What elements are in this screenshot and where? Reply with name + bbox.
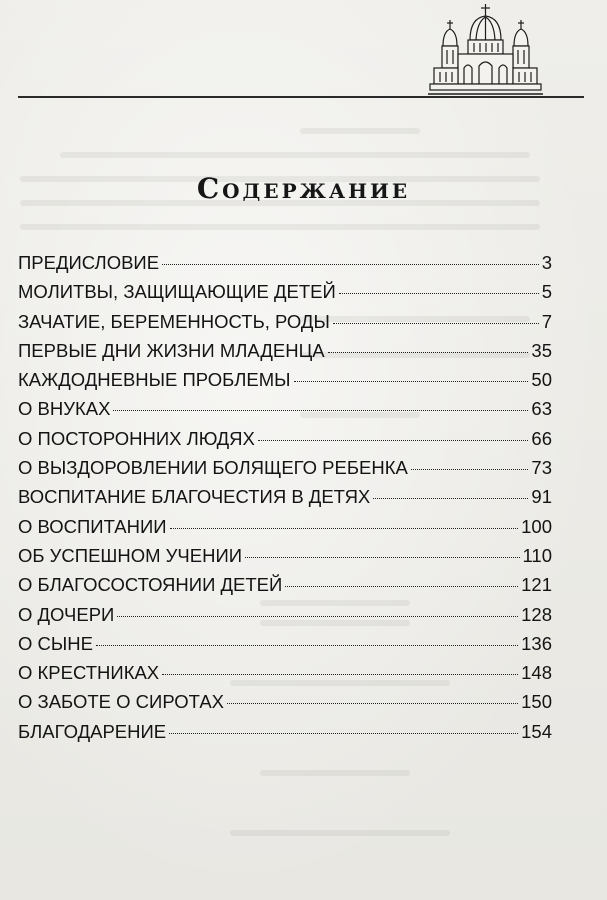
toc-entry-page: 136 (521, 632, 552, 654)
toc-entry-page: 7 (541, 310, 552, 332)
toc-entry[interactable] (18, 486, 552, 515)
toc-entry[interactable] (18, 398, 552, 427)
toc-entry-page: 148 (521, 662, 552, 684)
page-title: Содержание (196, 172, 411, 205)
dot-leader (162, 674, 518, 675)
toc-entry[interactable] (18, 428, 552, 457)
toc-entry-page: 63 (531, 398, 552, 420)
dot-leader (96, 645, 518, 646)
dot-leader (169, 733, 518, 734)
toc-entry-title: ПРЕДИСЛОВИЕ (18, 252, 160, 273)
toc-entry-title: О ПОСТОРОННИХ ЛЮДЯХ (18, 427, 255, 449)
toc-entry[interactable] (18, 369, 552, 398)
toc-entry[interactable] (18, 281, 552, 310)
toc-entry[interactable] (18, 340, 552, 369)
toc-entry[interactable] (18, 721, 552, 750)
toc-entry-page: 5 (541, 281, 552, 303)
toc-entry-title: КАЖДОДНЕВНЫЕ ПРОБЛЕМЫ (18, 369, 291, 391)
church-icon (428, 2, 543, 96)
toc-entry-page: 35 (531, 339, 552, 361)
dot-leader (333, 323, 539, 324)
toc-entry[interactable] (18, 662, 552, 691)
toc-entry-title: О ЗАБОТЕ О СИРОТАХ (18, 691, 225, 713)
toc-entry[interactable] (18, 457, 552, 486)
toc-entry-page: 128 (521, 603, 552, 625)
toc-entry-title: О ВНУКАХ (18, 398, 111, 420)
toc-entry-page: 73 (531, 457, 552, 479)
dot-leader (285, 586, 518, 587)
dot-leader (328, 352, 529, 353)
toc-entry-page: 121 (521, 574, 552, 596)
table-of-contents (18, 252, 552, 750)
toc-entry[interactable] (18, 604, 552, 633)
toc-entry[interactable] (18, 574, 552, 603)
header-rule (18, 96, 584, 98)
toc-entry-page: 110 (522, 544, 552, 566)
dot-leader (117, 616, 518, 617)
dot-leader (113, 410, 528, 411)
toc-entry[interactable] (18, 633, 552, 662)
dot-leader (227, 703, 518, 704)
toc-entry-page: 66 (531, 427, 552, 449)
toc-entry-title: О ДОЧЕРИ (18, 603, 115, 625)
toc-entry-title: О СЫНЕ (18, 632, 93, 654)
dot-leader (162, 264, 539, 265)
toc-entry-page: 100 (521, 515, 552, 537)
dot-leader (170, 528, 519, 529)
dot-leader (294, 381, 529, 382)
toc-entry-page: 150 (521, 691, 552, 713)
toc-entry-title: О КРЕСТНИКАХ (18, 662, 160, 684)
toc-entry[interactable] (18, 516, 552, 545)
toc-entry-title: ПЕРВЫЕ ДНИ ЖИЗНИ МЛАДЕНЦА (18, 339, 325, 361)
dot-leader (258, 440, 529, 441)
toc-entry-page: 154 (521, 720, 552, 742)
toc-entry-title: О ВЫЗДОРОВЛЕНИИ БОЛЯЩЕГО РЕБЕНКА (18, 457, 408, 479)
toc-entry-title: О БЛАГОСОСТОЯНИИ ДЕТЕЙ (18, 574, 283, 596)
toc-entry-title: ЗАЧАТИЕ, БЕРЕМЕННОСТЬ, РОДЫ (18, 310, 330, 332)
toc-entry-page: 3 (541, 252, 552, 273)
toc-entry-title: ВОСПИТАНИЕ БЛАГОЧЕСТИЯ В ДЕТЯХ (18, 486, 371, 508)
toc-entry-title: ОБ УСПЕШНОМ УЧЕНИИ (18, 544, 243, 566)
toc-entry-title: МОЛИТВЫ, ЗАЩИЩАЮЩИЕ ДЕТЕЙ (18, 281, 336, 303)
toc-entry[interactable] (18, 691, 552, 720)
dot-leader (411, 469, 529, 470)
dot-leader (245, 557, 519, 558)
dot-leader (339, 293, 539, 294)
toc-entry-page: 50 (531, 369, 552, 391)
toc-entry-title: О ВОСПИТАНИИ (18, 515, 167, 537)
toc-entry[interactable] (18, 252, 552, 281)
dot-leader (373, 498, 528, 499)
toc-entry-title: БЛАГОДАРЕНИЕ (18, 720, 167, 742)
toc-entry[interactable] (18, 311, 552, 340)
toc-entry[interactable] (18, 545, 552, 574)
toc-entry-page: 91 (531, 486, 552, 508)
